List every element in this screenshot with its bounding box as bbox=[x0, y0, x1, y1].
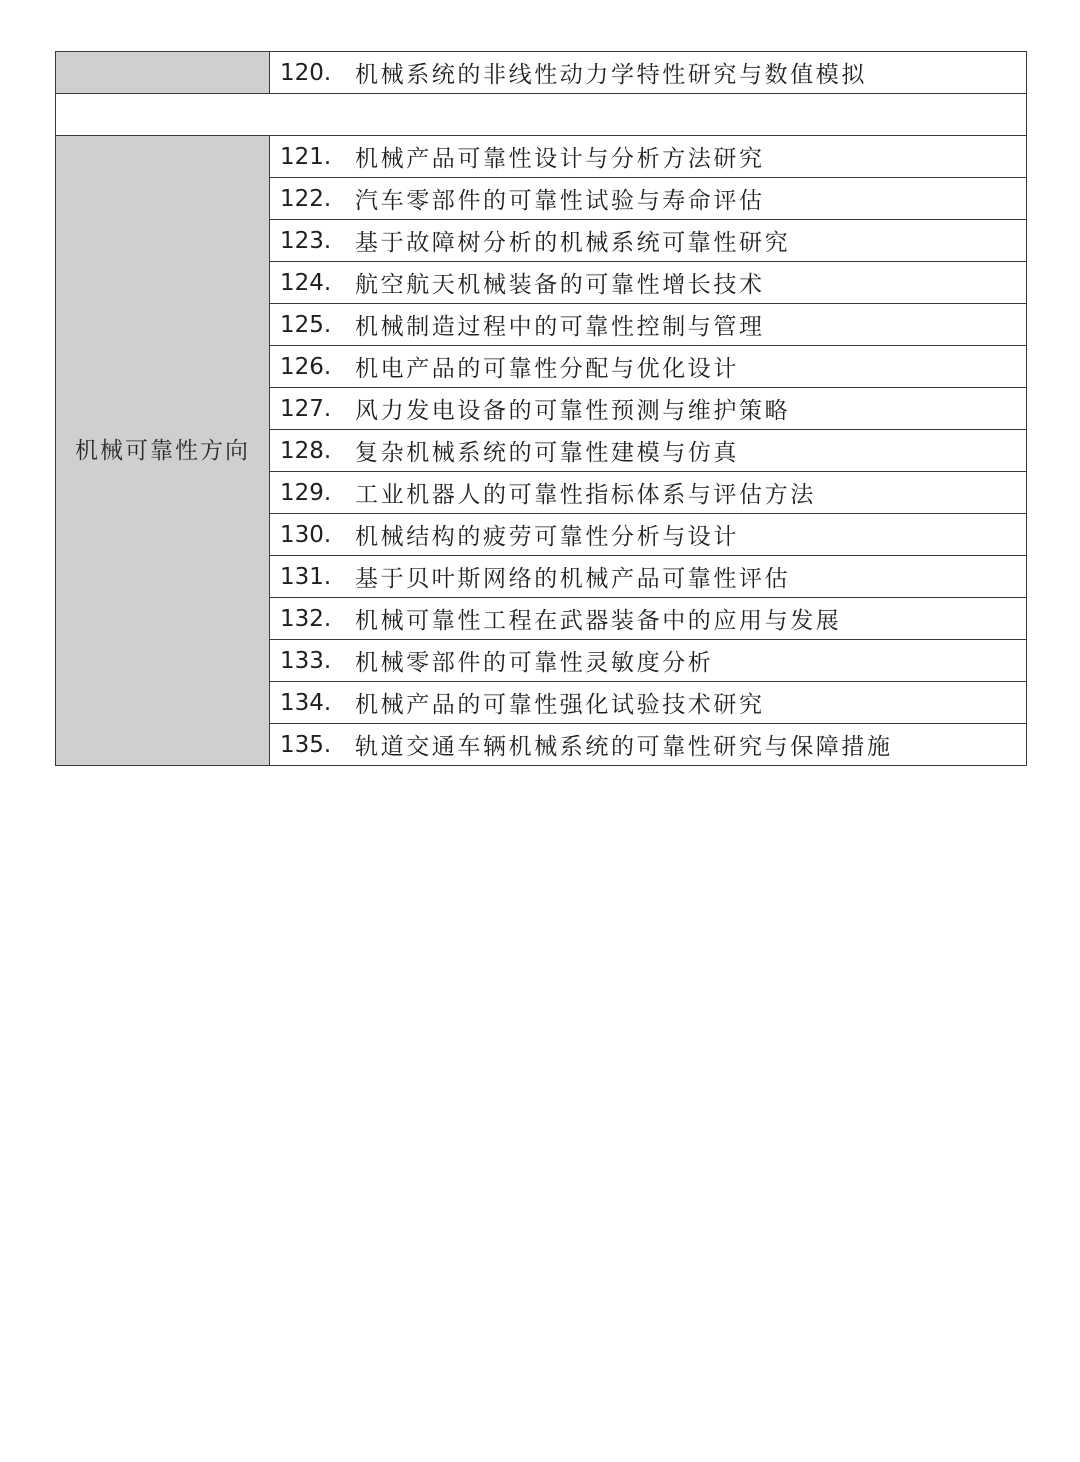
topic-cell bbox=[270, 388, 1027, 430]
category-label: 机械可靠性方向 bbox=[75, 437, 250, 464]
topic-item bbox=[270, 178, 1026, 219]
topic-number: 131. bbox=[280, 563, 332, 590]
previous-category-cell bbox=[56, 52, 270, 94]
separator-row bbox=[56, 94, 1027, 136]
topic-number: 120. bbox=[280, 59, 332, 86]
topic-title: 机电产品的可靠性分配与优化设计 bbox=[355, 356, 739, 382]
topic-item bbox=[270, 388, 1026, 429]
topic-item bbox=[270, 262, 1026, 303]
topic-title: 机械产品的可靠性强化试验技术研究 bbox=[355, 692, 765, 718]
topic-number: 130. bbox=[280, 521, 332, 548]
topic-title: 机械制造过程中的可靠性控制与管理 bbox=[355, 314, 765, 340]
topic-cell bbox=[270, 430, 1027, 472]
topic-item bbox=[270, 136, 1026, 177]
separator-cell bbox=[56, 94, 1027, 136]
topic-cell bbox=[270, 304, 1027, 346]
topic-title: 机械零部件的可靠性灵敏度分析 bbox=[355, 650, 714, 676]
topic-title: 风力发电设备的可靠性预测与维护策略 bbox=[355, 398, 791, 424]
topic-number: 129. bbox=[280, 479, 332, 506]
topic-cell bbox=[270, 640, 1027, 682]
topic-cell bbox=[270, 52, 1027, 94]
topic-item bbox=[270, 724, 1026, 765]
topic-title: 航空航天机械装备的可靠性增长技术 bbox=[355, 272, 765, 298]
table-row bbox=[56, 136, 1027, 178]
topic-number: 134. bbox=[280, 689, 332, 716]
topic-cell bbox=[270, 514, 1027, 556]
topic-number: 125. bbox=[280, 311, 332, 338]
topic-item bbox=[270, 556, 1026, 597]
topic-title: 汽车零部件的可靠性试验与寿命评估 bbox=[355, 188, 765, 214]
topic-title: 基于故障树分析的机械系统可靠性研究 bbox=[355, 230, 791, 256]
table-row bbox=[56, 52, 1027, 94]
topic-cell bbox=[270, 136, 1027, 178]
topic-title: 机械产品可靠性设计与分析方法研究 bbox=[355, 146, 765, 172]
topic-title: 基于贝叶斯网络的机械产品可靠性评估 bbox=[355, 566, 791, 592]
topic-item bbox=[270, 52, 1026, 93]
topic-item bbox=[270, 430, 1026, 471]
topic-item bbox=[270, 304, 1026, 345]
topic-cell bbox=[270, 724, 1027, 766]
topic-cell bbox=[270, 262, 1027, 304]
topics-table bbox=[55, 51, 1027, 766]
topic-item bbox=[270, 472, 1026, 513]
topic-title: 机械可靠性工程在武器装备中的应用与发展 bbox=[355, 608, 842, 634]
topic-cell bbox=[270, 178, 1027, 220]
topic-cell bbox=[270, 220, 1027, 262]
category-cell bbox=[56, 136, 270, 766]
topic-number: 121. bbox=[280, 143, 332, 170]
topic-cell bbox=[270, 682, 1027, 724]
topic-title: 机械结构的疲劳可靠性分析与设计 bbox=[355, 524, 739, 550]
topic-cell bbox=[270, 346, 1027, 388]
topic-number: 132. bbox=[280, 605, 332, 632]
topic-title: 复杂机械系统的可靠性建模与仿真 bbox=[355, 440, 739, 466]
topic-number: 123. bbox=[280, 227, 332, 254]
topic-item bbox=[270, 514, 1026, 555]
topic-number: 133. bbox=[280, 647, 332, 674]
topic-title: 轨道交通车辆机械系统的可靠性研究与保障措施 bbox=[355, 734, 893, 760]
topic-number: 122. bbox=[280, 185, 332, 212]
topic-item bbox=[270, 220, 1026, 261]
topic-title: 工业机器人的可靠性指标体系与评估方法 bbox=[355, 482, 816, 508]
topic-number: 126. bbox=[280, 353, 332, 380]
topic-item bbox=[270, 682, 1026, 723]
topic-number: 124. bbox=[280, 269, 332, 296]
topic-title: 机械系统的非线性动力学特性研究与数值模拟 bbox=[355, 62, 867, 88]
topic-cell bbox=[270, 556, 1027, 598]
topic-cell bbox=[270, 598, 1027, 640]
topic-number: 135. bbox=[280, 731, 332, 758]
topic-cell bbox=[270, 472, 1027, 514]
topic-item bbox=[270, 640, 1026, 681]
topic-number: 127. bbox=[280, 395, 332, 422]
topic-item bbox=[270, 598, 1026, 639]
topic-item bbox=[270, 346, 1026, 387]
topic-number: 128. bbox=[280, 437, 332, 464]
